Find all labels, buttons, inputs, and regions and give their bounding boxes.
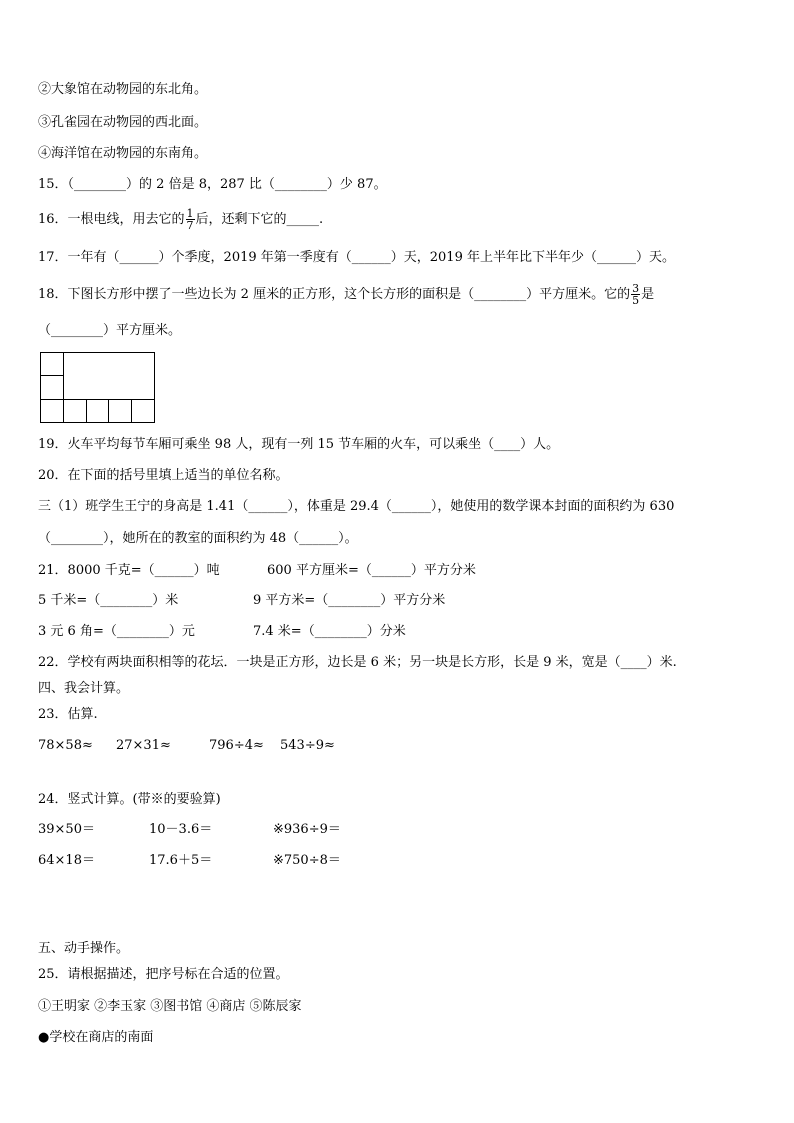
estimate-2: 27×31≈ [116,738,171,753]
estimate-1: 78×58≈ [38,738,93,753]
line-peacock: ③孔雀园在动物园的西北面。 [38,115,208,130]
calc-3: ※936÷9＝ [273,822,341,837]
question-19: 19．火车平均每节车厢可乘坐 98 人，现有一列 15 节车厢的火车，可以乘坐（____）人。 [38,437,560,452]
question-16-text-b: 后，还剩下它的_____. [195,212,324,227]
calc-6: ※750÷8＝ [273,853,341,868]
fraction-denominator: 7 [186,219,194,232]
fraction-denominator: 5 [632,294,640,307]
question-21-row3-left: 3 元 6 角=（________）元 [38,624,195,639]
question-18-text-b: 是 [641,287,655,302]
question-21-row1-left: 21．8000 千克=（______）吨 [38,563,220,578]
calc-4: 64×18＝ [38,853,95,868]
question-20-b: （________），她所在的教室的面积约为 48（______）。 [38,531,358,546]
fraction-numerator: 3 [632,282,640,295]
question-17: 17．一年有（______）个季度，2019 年第一季度有（______）天，2019 年上半年比下半年少（______）天。 [38,250,675,265]
question-25-items: ①王明家 ②李玉家 ③图书馆 ④商店 ⑤陈辰家 [38,999,302,1014]
question-20-a: 三（1）班学生王宁的身高是 1.41（______），体重是 29.4（______），她使用的数学课本封面的面积约为 630 [38,499,675,514]
question-20: 20．在下面的括号里填上适当的单位名称。 [38,468,289,483]
calc-1: 39×50＝ [38,822,95,837]
fraction-numerator: 1 [186,207,194,220]
question-23: 23．估算. [38,707,98,722]
fraction-3-5 [631,283,640,306]
question-18-text-a: 18．下图长方形中摆了一些边长为 2 厘米的正方形，这个长方形的面积是（________）平方厘米。它的 [38,287,631,302]
question-16-text-a: 16．一根电线，用去它的 [38,212,185,227]
fraction-1-7 [186,208,195,231]
section-5-heading: 五、动手操作。 [38,941,130,956]
question-21-row3-right: 7.4 米=（________）分米 [253,624,406,639]
calc-5: 17.6＋5＝ [149,853,213,868]
question-16 [38,206,323,234]
question-25: 25．请根据描述，把序号标在合适的位置。 [38,967,289,982]
question-25-clue-1: ●学校在商店的南面 [38,1030,154,1045]
line-ocean: ④海洋馆在动物园的东南角。 [38,146,208,161]
question-21-row2-left: 5 千米=（________）米 [38,593,179,608]
question-21-row2-right: 9 平方米=（________）平方分米 [253,593,446,608]
estimate-4: 543÷9≈ [280,738,335,753]
question-24: 24．竖式计算。(带※的要验算) [38,792,221,807]
calc-2: 10－3.6＝ [149,822,213,837]
line-elephant: ②大象馆在动物园的东北角。 [38,82,208,97]
question-18 [38,281,654,309]
rectangle-squares-figure [40,352,155,423]
question-15: 15．（________）的 2 倍是 8，287 比（________）少 87。 [38,177,387,192]
estimate-3: 796÷4≈ [209,738,264,753]
question-21-row1-right: 600 平方厘米=（______）平方分米 [267,563,476,578]
section-4-heading: 四、我会计算。 [38,681,130,696]
question-18-continued: （________）平方厘米。 [38,323,182,338]
question-22: 22．学校有两块面积相等的花坛．一块是正方形，边长是 6 米；另一块是长方形，长是 9 米，宽是（____）米. [38,655,677,670]
